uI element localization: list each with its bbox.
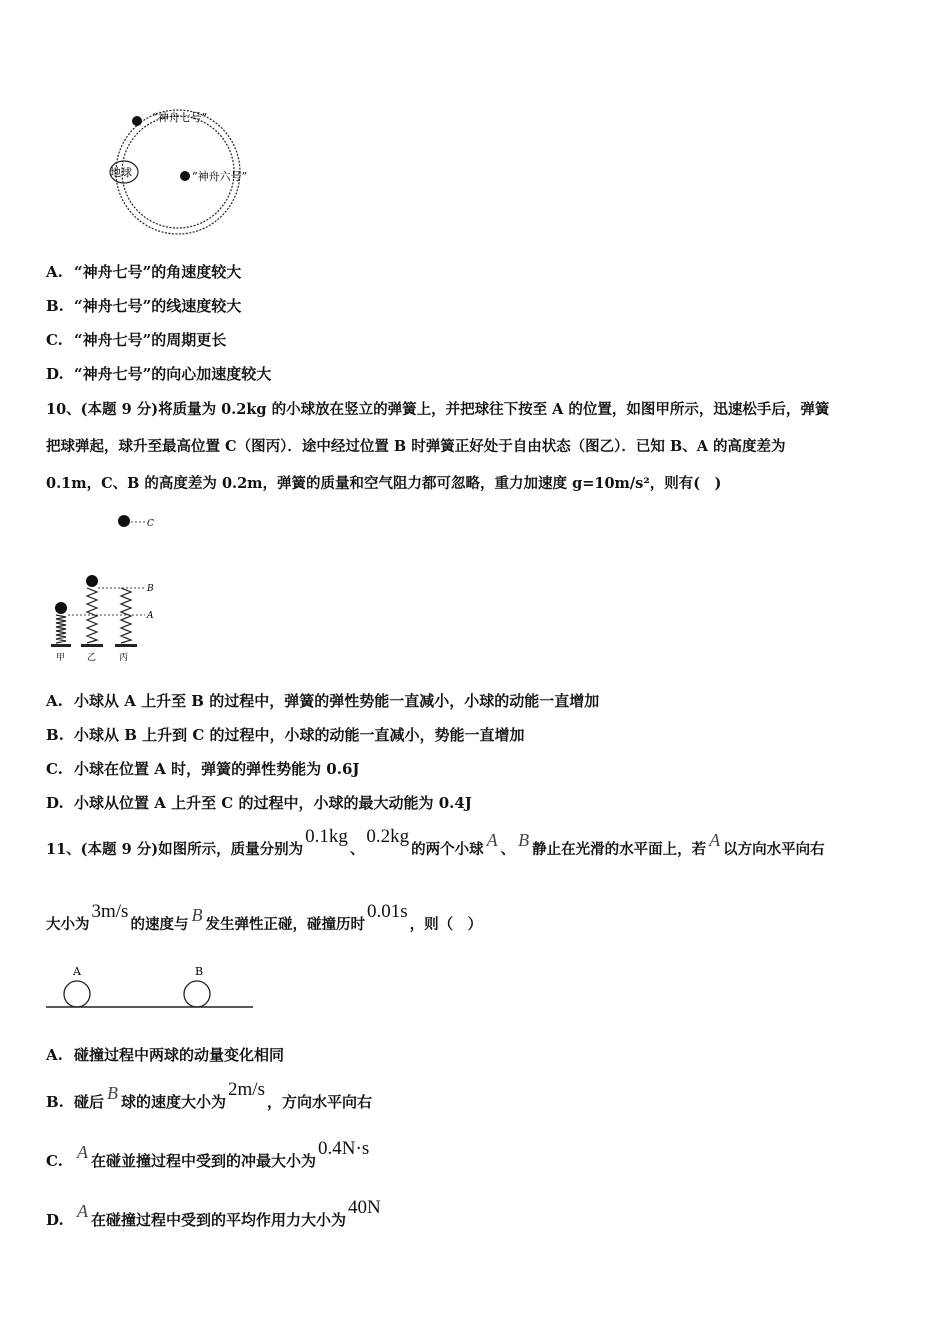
- earth-label: 地球: [110, 166, 132, 179]
- ball-c: [118, 515, 130, 527]
- q10-option-c[interactable]: C. 小球在位置 A 时，弹簧的弹性势能为 0.6J: [46, 760, 360, 778]
- q10-option-a[interactable]: A. 小球从 A 上升至 B 的过程中，弹簧的弹性势能一直减小，小球的动能一直增加: [46, 692, 600, 710]
- q10-stem-line1: 10、(本题 9 分)将质量为 0.2kg 的小球放在竖立的弹簧上，并把球往下按至 A 的位置，如图甲所示，迅速松手后，弹簧: [46, 401, 830, 418]
- svg-text:甲: 甲: [56, 653, 66, 663]
- svg-text:丙: 丙: [119, 653, 129, 663]
- q10-stem-line3: 0.1m，C、B 的高度差为 0.2m，弹簧的质量和空气阻力都可忽略，重力加速度 g=10m/s²，则有( ): [46, 475, 722, 492]
- q11-option-b[interactable]: B. 碰后 B 球的速度大小为2m/s，方向水平向右: [46, 1079, 372, 1111]
- q11-option-d[interactable]: D. A 在碰撞过程中受到的平均作用力大小为40N: [46, 1197, 381, 1229]
- q9-option-d[interactable]: D. “神舟七号”的向心加速度较大: [46, 365, 272, 383]
- svg-text:A: A: [147, 611, 154, 621]
- q10-option-b[interactable]: B. 小球从 B 上升到 C 的过程中，小球的动能一直减小，势能一直增加: [46, 726, 525, 744]
- svg-text:A: A: [73, 965, 81, 978]
- q11-option-c[interactable]: C. A 在碰並撞过程中受到的冲最大小为0.4N·s: [46, 1138, 370, 1170]
- orbit-figure: [55, 100, 265, 240]
- q10-option-d[interactable]: D. 小球从位置 A 上升至 C 的过程中，小球的最大动能为 0.4J: [46, 794, 472, 812]
- spring-figure: [48, 508, 168, 668]
- q9-option-b[interactable]: B. “神舟七号”的线速度较大: [46, 297, 242, 315]
- q11-option-a[interactable]: A. 碰撞过程中两球的动量变化相同: [46, 1046, 285, 1064]
- svg-text:C: C: [147, 519, 154, 529]
- ball-b: [184, 981, 210, 1007]
- shenzhou6-dot: [180, 171, 190, 181]
- shenzhou6-label: “神舟六号”: [192, 170, 248, 183]
- shenzhou7-label: “神舟七号”: [152, 111, 208, 124]
- q10-stem-line2: 把球弹起，球升至最高位置 C（图丙）．途中经过位置 B 时弹簧正好处于自由状态（图乙）．已知 B、A 的高度差为: [46, 438, 786, 455]
- shenzhou7-dot: [132, 116, 142, 126]
- q9-option-c[interactable]: C. “神舟七号”的周期更长: [46, 331, 227, 349]
- ball-a: [64, 981, 90, 1007]
- q11-stem-line1: 11、(本题 9 分)如图所示，质量分别为0.1kg、0.2kg的两个小球 A 、 B 静止在光滑的水平面上，若 A 以方向水平向右: [46, 826, 825, 858]
- q11-stem-line2: 大小为3m/s的速度与 B 发生弹性正碰，碰撞历时0.01s，则（ ）: [46, 901, 483, 933]
- q9-option-a[interactable]: A. “神舟七号”的角速度较大: [46, 263, 242, 281]
- svg-text:B: B: [147, 584, 154, 594]
- svg-text:B: B: [195, 965, 204, 978]
- collision-figure: [46, 960, 261, 1015]
- svg-text:乙: 乙: [87, 653, 97, 663]
